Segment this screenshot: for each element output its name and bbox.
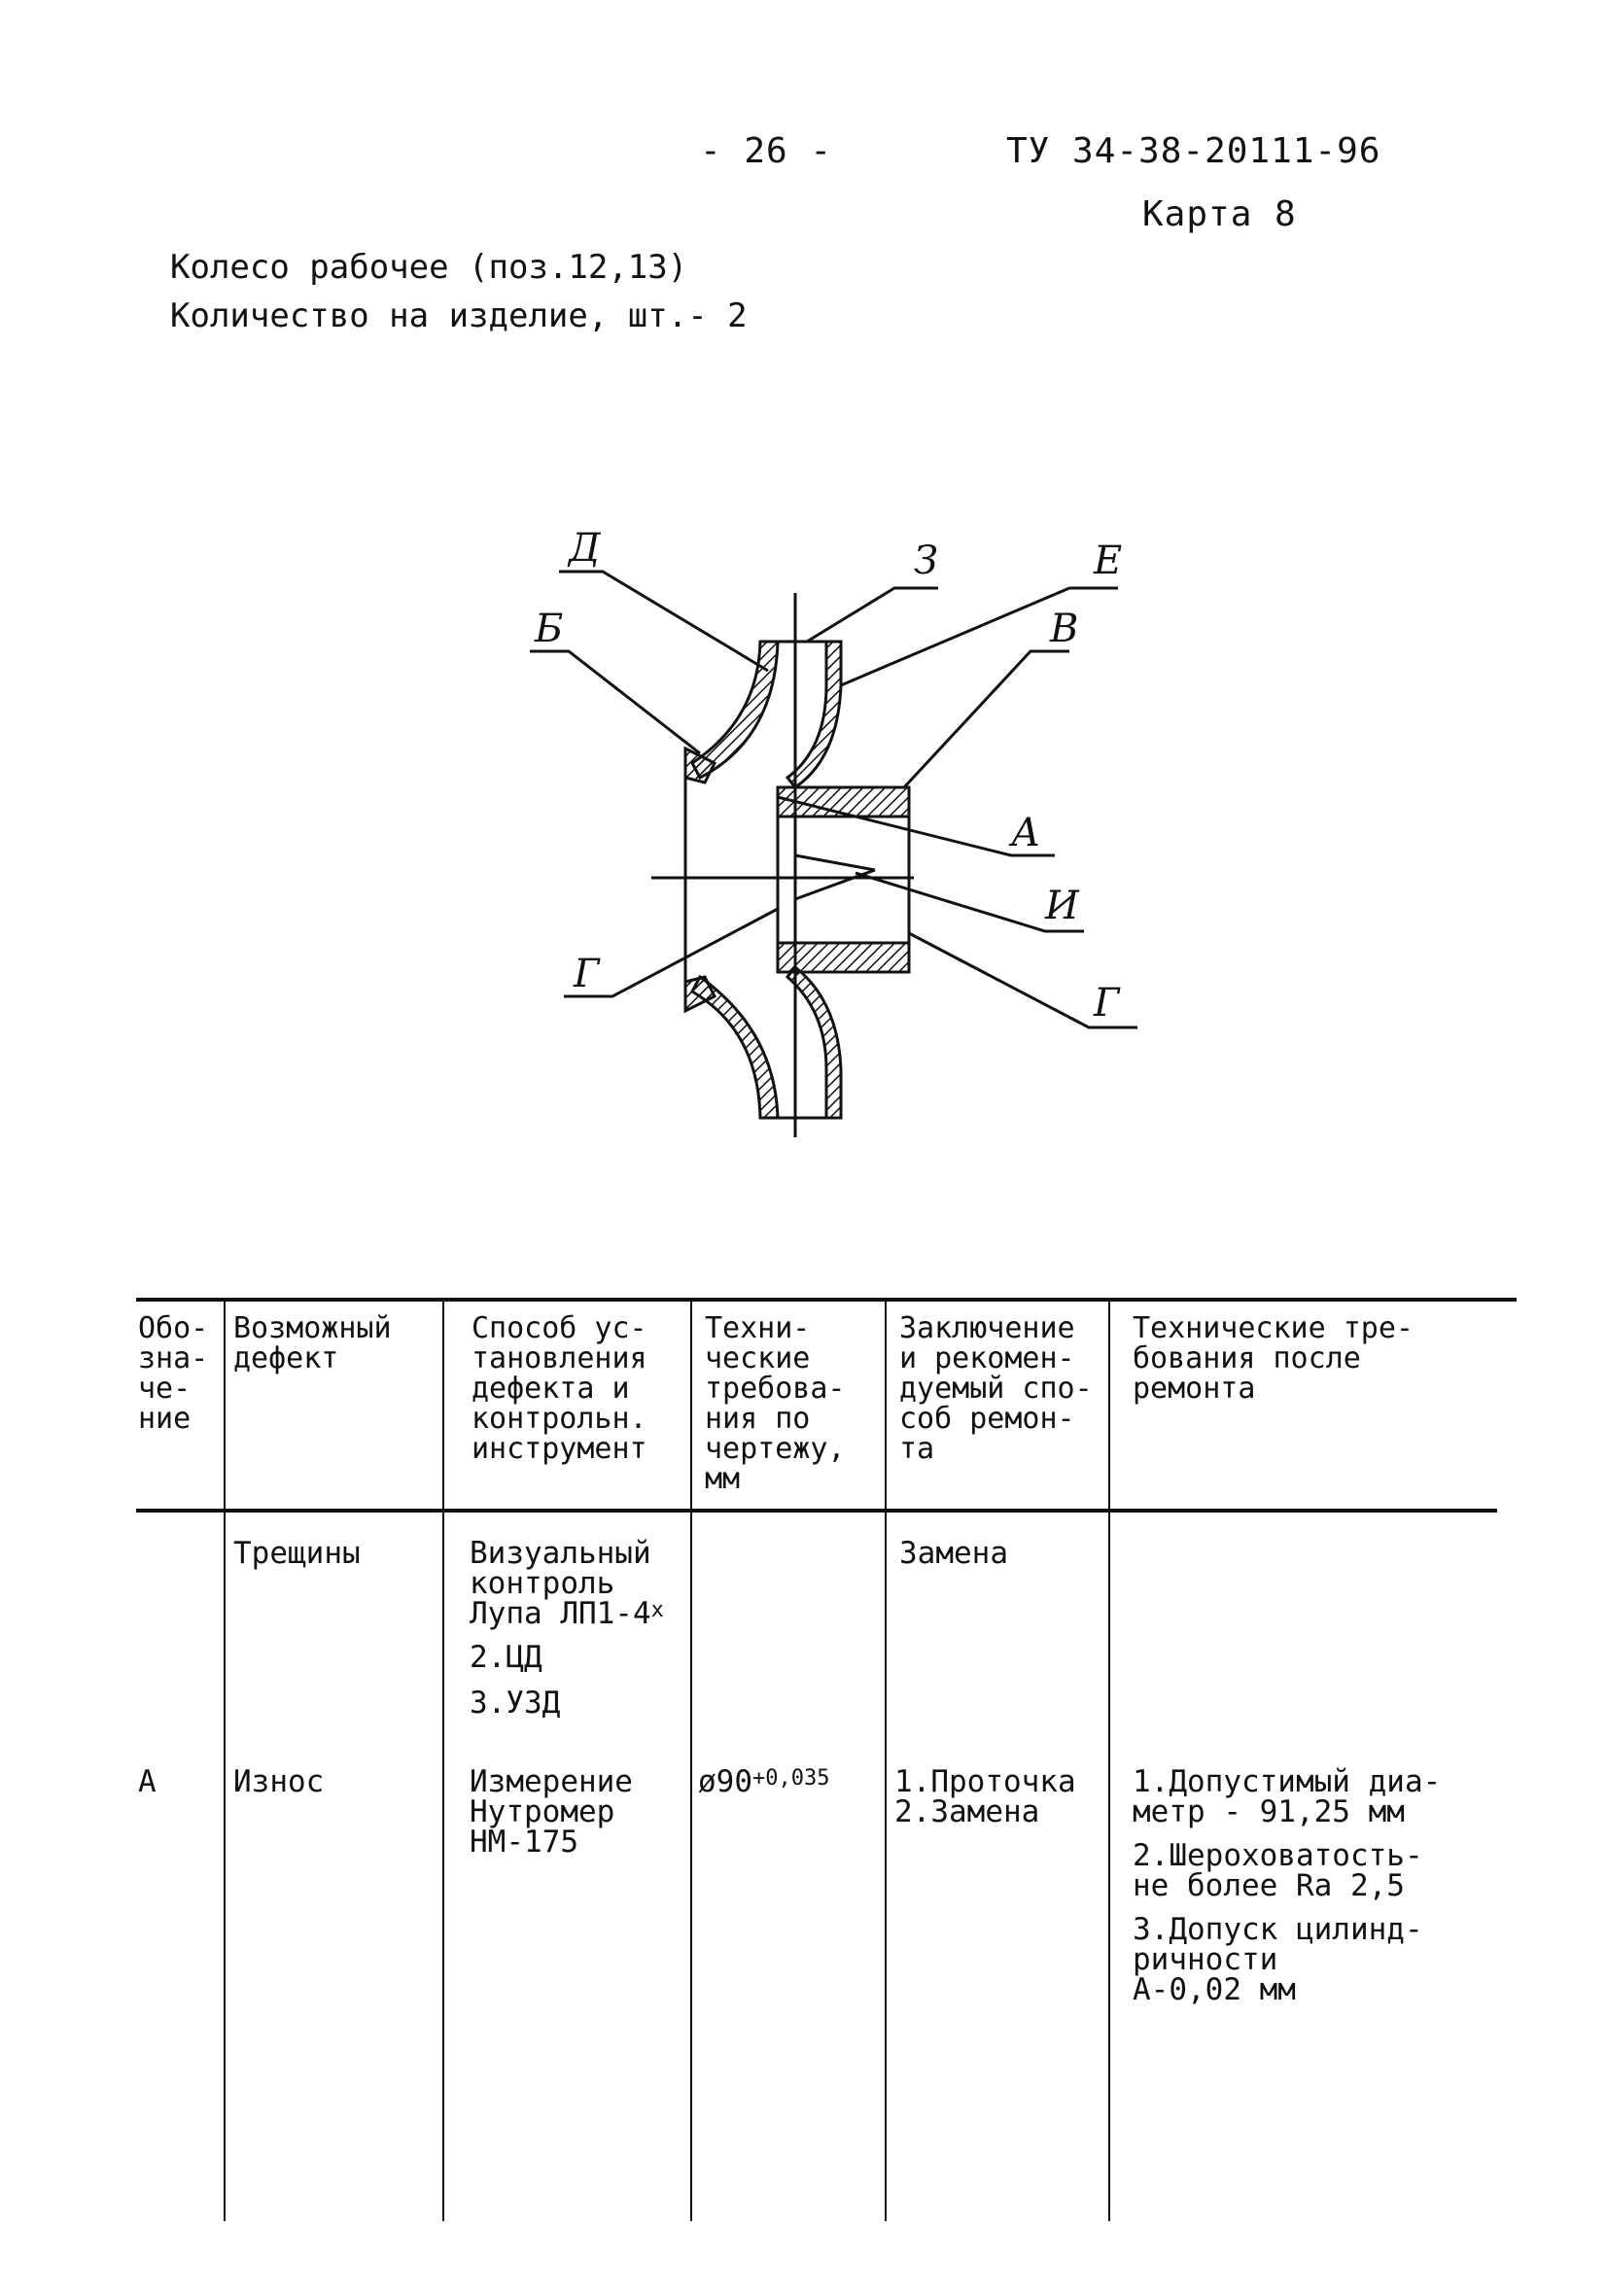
header-after-repair: Технические тре- бования после ремонта: [1133, 1311, 1414, 1406]
cell-after-repair: [1133, 1764, 1502, 2007]
cell-conclusion: [894, 1764, 1103, 1829]
label-v: В: [1050, 607, 1079, 651]
header-tech-requirements: Техни- ческие требова- ния по чертежу, мм: [705, 1311, 846, 1496]
method-line: Измерение: [470, 1764, 633, 1799]
label-e: Е: [1094, 539, 1123, 583]
cell-designation: А: [138, 1764, 157, 1799]
method-line: 2.ЦД: [470, 1640, 542, 1675]
after-line: 3.Допуск цилинд-: [1133, 1912, 1423, 1947]
header-defect: Возможный дефект: [233, 1311, 392, 1375]
label-z: З: [914, 539, 938, 583]
method-line: Лупа ЛП1-4$^x$: [470, 1596, 664, 1631]
method-line: Нутромер: [470, 1794, 615, 1829]
after-line: не более Ra 2,5: [1133, 1868, 1405, 1903]
document-code: ТУ 34-38-20111-96: [1006, 131, 1381, 171]
after-line: 1.Допустимый диа-: [1133, 1764, 1442, 1799]
cell-method: [470, 1536, 688, 1721]
method-line: контроль: [470, 1566, 615, 1601]
table-row: [136, 1759, 1497, 2051]
part-title: Колесо рабочее (поз.12,13): [170, 248, 688, 287]
label-d: Д: [569, 526, 601, 571]
cell-tech: $ø90^{+0,035}$: [698, 1764, 830, 1799]
cell-conclusion: Замена: [899, 1536, 1008, 1571]
cell-method: [470, 1764, 688, 1860]
card-number: Карта 8: [1142, 194, 1297, 234]
header-designation: Обо- зна- че- ние: [138, 1311, 209, 1436]
label-g-right: Г: [1094, 981, 1120, 1026]
table-top-rule: [136, 1298, 1517, 1302]
label-b: Б: [535, 607, 564, 651]
table-header-rule: [136, 1509, 1497, 1513]
after-line: ричности: [1133, 1942, 1278, 1977]
label-g-left: Г: [574, 952, 600, 996]
after-line: метр - 91,25 мм: [1133, 1794, 1405, 1829]
label-i: И: [1045, 884, 1079, 928]
after-line: 2.Шероховатость-: [1133, 1838, 1423, 1873]
page-number: - 26 -: [700, 131, 833, 171]
method-line: НМ-175: [470, 1825, 578, 1860]
method-line: 3.УЗД: [470, 1686, 561, 1721]
table-row: [136, 1531, 1497, 1725]
after-line: А-0,02 мм: [1133, 1972, 1296, 2007]
header-conclusion: Заключение и рекомен- дуемый спо- соб ремон- та: [899, 1311, 1093, 1466]
header-method: Способ ус- тановления дефекта и контрольн. инструмент: [472, 1311, 647, 1466]
conclusion-line: 2.Замена: [894, 1794, 1040, 1829]
cell-defect: Трещины: [233, 1536, 361, 1571]
defect-table: [136, 1298, 1517, 2221]
quantity-line: Количество на изделие, шт.- 2: [170, 296, 748, 335]
label-a: А: [1011, 811, 1041, 855]
conclusion-line: 1.Проточка: [894, 1764, 1076, 1799]
method-line: Визуальный: [470, 1536, 651, 1571]
impeller-drawing: [525, 505, 1167, 1147]
cell-defect: Износ: [233, 1764, 325, 1799]
